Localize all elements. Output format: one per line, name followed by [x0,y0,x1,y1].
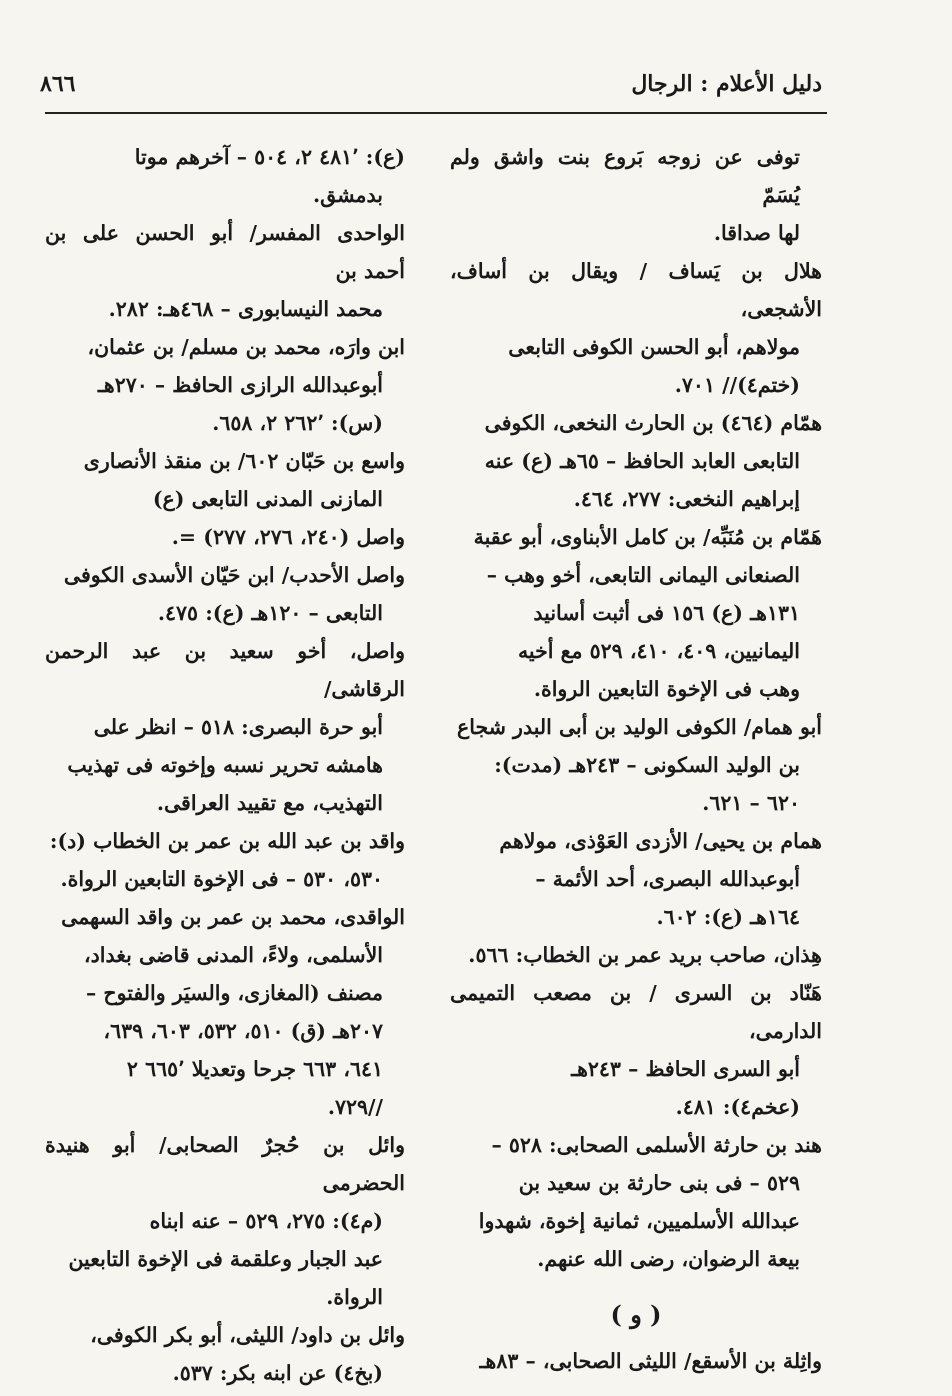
entry-continuation-line: التابعى العابد الحافظ – ٦٥هـ (ع) عنه [484,449,800,473]
entry-continuation-line: بيعة الرضوان، رضى الله عنهم. [537,1247,800,1271]
header-rule [45,112,827,114]
entry-continuation-line: ٥٣٠، ٥٣٠ – فى الإخوة التابعين الرواة. [60,867,383,891]
index-entry [45,328,405,442]
entry-first-line: واصل (٢٤٠، ٢٧٦، ٢٧٧) =. [171,525,405,549]
entry-first-line: واقد بن عبد الله بن عمر بن الخطاب (د): [49,829,405,853]
entry-continuation-line: اليمانيين، ٤٠٩، ٤١٠، ٥٢٩ مع أخيه [517,639,800,663]
entry-continuation-line: لها صداقا. [713,221,800,245]
index-entry [45,442,405,518]
entry-continuation-line: ٦٢٠ – ٦٢١. [702,791,800,815]
entry-continuation-line: عبدالله الأسلميين، ثمانية إخوة، شهدوا [478,1209,800,1233]
index-entry [450,252,822,404]
entry-continuation-line: ١٦٤هـ (ع): ٦٠٢. [656,905,800,929]
index-entry [450,138,822,252]
entry-first-line: أبو همام/ الكوفى الوليد بن أبى البدر شجاع [457,715,822,739]
entry-first-line: ابن وارَه، محمد بن مسلم/ بن عثمان، [87,335,405,359]
entry-continuation-line: هامشه تحرير نسبه وإخوته فى تهذيب [67,753,383,777]
entry-continuation-line: ٥٢٩ – فى بنى حارثة بن سعيد بن [518,1171,800,1195]
page-number: ٨٦٦ [40,71,76,97]
entry-continuation-line: أبوعبدالله الرازى الحافظ – ٢٧٠هـ [97,373,383,397]
index-entry [450,822,822,936]
index-entry [450,518,822,708]
index-entry [450,936,822,974]
section-heading: ( و ) [610,1300,662,1329]
entry-continuation-line: أبو السرى الحافظ – ٢٤٣هـ [571,1057,800,1081]
index-entry [450,404,822,518]
entry-continuation-line: أبوعبدالله البصرى، أحد الأئمة – [535,867,800,891]
entry-continuation-line: (ختم٤)// ٧٠١. [674,373,800,397]
entry-first-line: همّام (٤٦٤) بن الحارث النخعى، الكوفى [484,411,822,435]
entry-continuation-line: ٦٤١، ٦٦٣ جرحا وتعديلا ٦٦٥٬ ٢ [126,1057,383,1081]
entry-first-line: وائل بن داود/ الليثى، أبو بكر الكوفى، [90,1323,405,1347]
index-entry [450,974,822,1126]
entry-continuation-line: (س): ٢٦٢٬ ٢، ٦٥٨. [212,411,383,435]
entry-continuation-line: توفى عن زوجه بَروع بنت واشق ولم يُسَمّ [450,145,800,207]
entry-continuation-line: مصنف (المغازى، والسيَر والفتوح – [86,981,383,1005]
entry-first-line: هلال بن يَساف / ويقال بن أساف، الأشجعى، [450,259,822,321]
entry-continuation-line: (بخ٤) عن ابنه بكر: ٥٣٧. [172,1361,383,1385]
entry-first-line: هَنّاد بن السرى / بن مصعب التميمى الدارمى، [450,981,822,1043]
left-column [45,138,405,1392]
entry-continuation-line: بدمشق. [313,183,383,207]
page-header [40,62,822,106]
entry-first-line: وائل بن حُجرٌ الصحابى/ أبو هنيدة الحضرمى [45,1133,405,1195]
entry-continuation-line: مولاهم، أبو الحسن الكوفى التابعى [508,335,800,359]
entry-continuation-line: ١٣١هـ (ع) ١٥٦ فى أثبت أسانيد [533,601,800,625]
entry-continuation-line: ٢٠٧هـ (ق) ٥١٠، ٥٣٢، ٦٠٣، ٦٣٩، [103,1019,383,1043]
entry-continuation-line: وهب فى الإخوة التابعين الرواة. [533,677,800,701]
index-entry [45,632,405,822]
entry-continuation-line: (عخم٤): ٤٨١. [675,1095,800,1119]
running-head: دليل الأعلام : الرجال [631,71,822,97]
index-entry [45,898,405,1126]
entry-first-line: واصل، أخو سعيد بن عبد الرحمن الرقاشى/ [45,639,405,701]
entry-first-line: الواحدى المفسر/ أبو الحسن على بن أحمد بن [45,221,405,283]
entry-first-line: هِذان، صاحب بريد عمر بن الخطاب: ٥٦٦. [468,943,822,967]
index-entry [45,518,405,556]
entry-first-line: هَمّام بن مُنَبِّه/ بن كامل الأبناوى، أبو عقبة [473,525,822,549]
entry-first-line: واثِلة بن الأسقع/ الليثى الصحابى، – ٨٣هـ [479,1349,822,1373]
entry-continuation-line: أبو حرة البصرى: ٥١٨ – انظر على [93,715,383,739]
entry-continuation-line: الصنعانى اليمانى التابعى، أخو وهب – [486,563,800,587]
entry-continuation-line: المازنى المدنى التابعى (ع) [152,487,383,511]
entry-continuation-line: التهذيب، مع تقييد العراقى. [156,791,383,815]
entry-continuation-line: التابعى – ١٢٠هـ (ع): ٤٧٥. [157,601,383,625]
entry-continuation-line: إبراهيم النخعى: ٢٧٧، ٤٦٤. [573,487,800,511]
entry-continuation-line: محمد النيسابورى – ٤٦٨هـ: ٢٨٢. [108,297,383,321]
entry-first-line: (ع): ٤٨١٬ ٢، ٥٠٤ – آخرهم موتا [134,145,405,169]
index-entry [45,214,405,328]
entry-first-line: الواقدى، محمد بن عمر بن واقد السهمى [61,905,405,929]
index-entry [45,556,405,632]
right-column [450,138,822,1380]
entry-first-line: همام بن يحيى/ الأزدى العَوْذى، مولاهم [499,829,822,853]
index-entry [45,1316,405,1392]
entry-continuation-line: عبد الجبار وعلقمة فى الإخوة التابعين [68,1247,383,1271]
index-entry [45,138,405,214]
index-entry [45,1126,405,1316]
index-entry [450,1342,822,1380]
index-entry [450,708,822,822]
entry-first-line: واصل الأحدب/ ابن حَيّان الأسدى الكوفى [63,563,405,587]
entry-first-line: هند بن حارثة الأسلمى الصحابى: ٥٢٨ – [491,1133,822,1157]
entry-continuation-line: الرواة. [326,1285,383,1309]
entry-continuation-line: //٧٢٩. [327,1095,383,1119]
entry-continuation-line: الأسلمى، ولاءً، المدنى قاضى بغداد، [84,943,383,967]
entry-continuation-line: (م٤): ٢٧٥، ٥٢٩ – عنه ابناه [149,1209,383,1233]
entry-continuation-line: بن الوليد السكونى – ٢٤٣هـ (مدت): [494,753,800,777]
index-entry [450,1126,822,1278]
entry-first-line: واسع بن حَبّان ٦٠٢/ بن منقذ الأنصارى [83,449,405,473]
index-entry [45,822,405,898]
